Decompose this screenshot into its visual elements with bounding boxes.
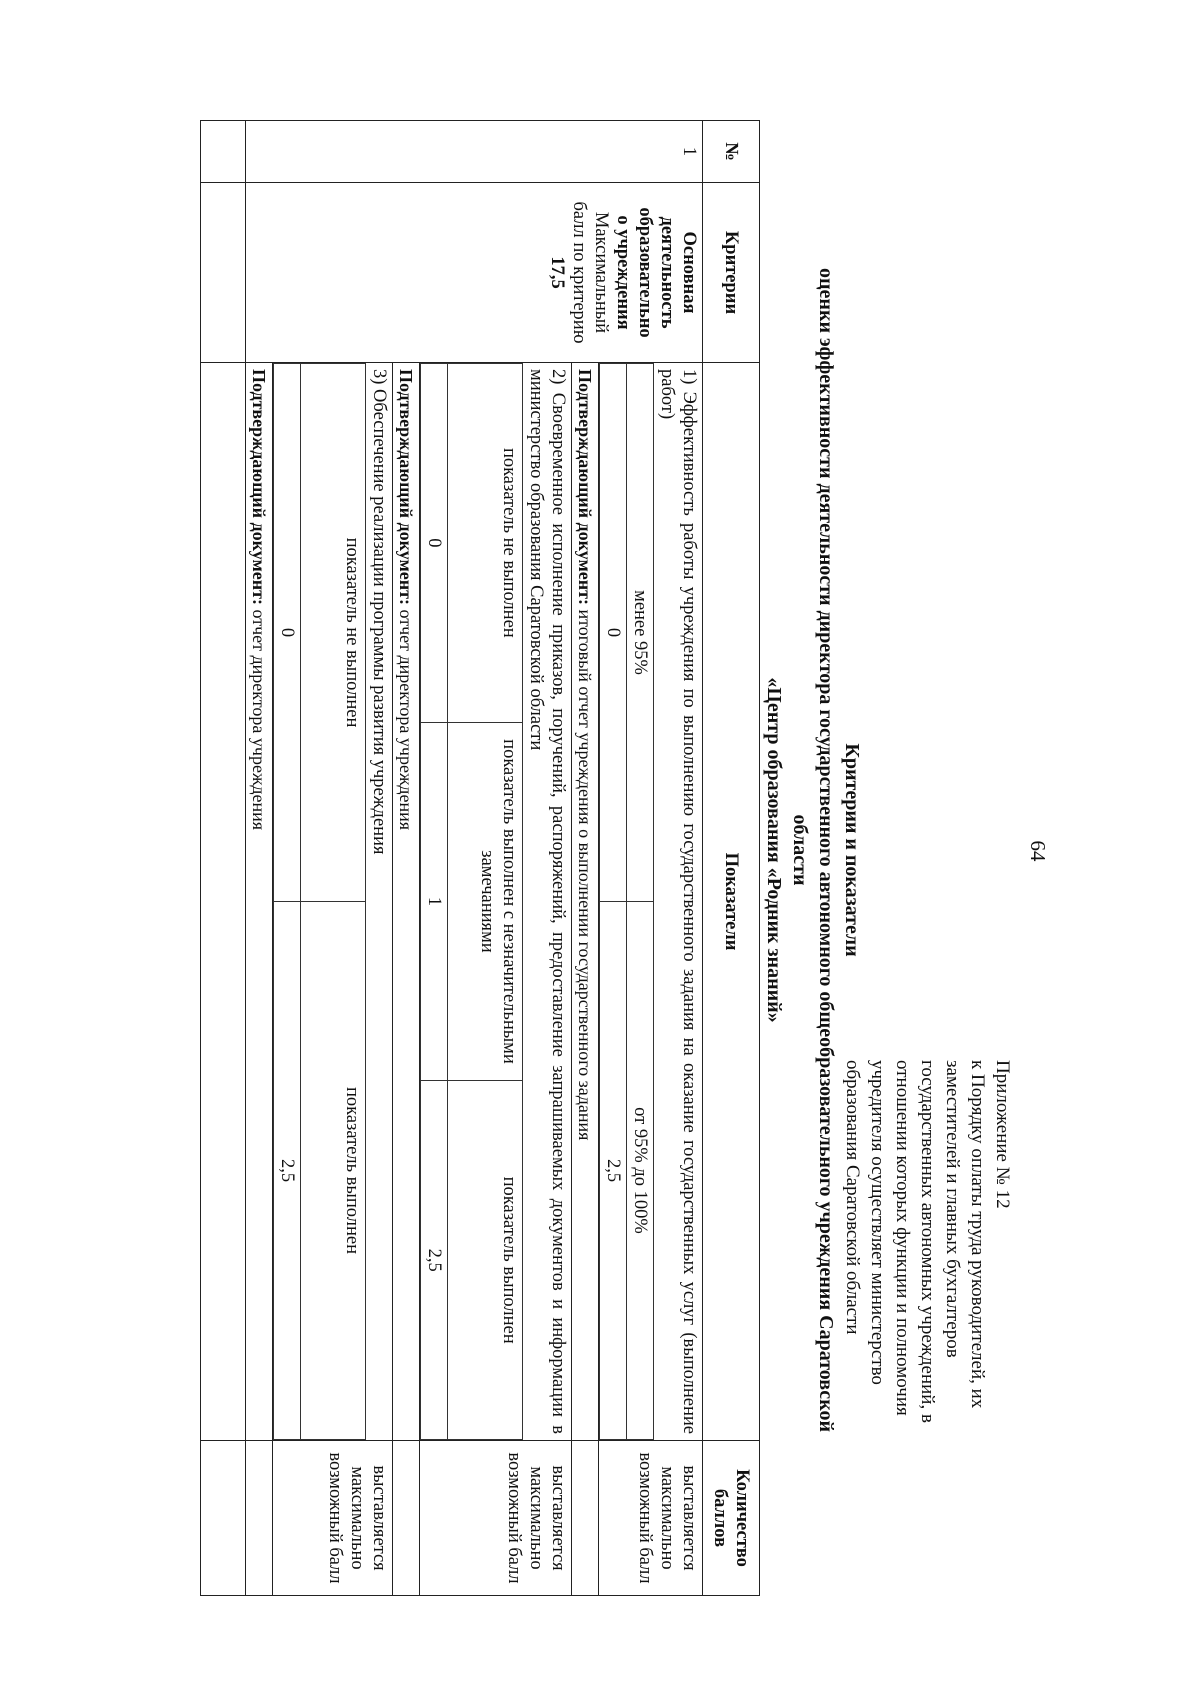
criteria-title-line: деятельность bbox=[657, 216, 677, 329]
option-points: 1 bbox=[421, 722, 448, 1081]
option-label: от 95% до 100% bbox=[627, 902, 654, 1440]
empty-score-cell bbox=[246, 1441, 273, 1596]
appendix-line: государственных автономных учреждений, в bbox=[917, 1060, 938, 1423]
score-cell: выставляется максимально возможный балл bbox=[420, 1441, 572, 1596]
criteria-max-value: 17,5 bbox=[547, 256, 567, 289]
criteria-title-line: образовательно bbox=[635, 207, 655, 338]
option-label: показатель выполнен bbox=[301, 902, 366, 1440]
header-criteria: Критерии bbox=[703, 183, 760, 363]
title-line: Критерии и показатели bbox=[841, 743, 863, 957]
title-line: «Центр образования «Родник знаний» bbox=[763, 677, 785, 1023]
criteria-title-line: о учреждения bbox=[613, 215, 633, 330]
criteria-cell bbox=[246, 183, 703, 363]
appendix-note bbox=[840, 1060, 1015, 1580]
appendix-line: отношении которых функции и полномочия bbox=[892, 1060, 913, 1416]
page-number: 64 bbox=[1026, 840, 1050, 862]
document-text: отчет директора учреждения bbox=[249, 604, 269, 831]
option-points: 2,5 bbox=[421, 1081, 448, 1440]
criteria-max-label: балл по критерию bbox=[569, 201, 589, 344]
option-points: 2,5 bbox=[274, 902, 301, 1440]
options-table bbox=[599, 363, 654, 1440]
table-row bbox=[599, 121, 703, 1596]
supporting-document bbox=[393, 363, 420, 1441]
row-number: 1 bbox=[246, 121, 703, 183]
document-label: Подтверждающий документ: bbox=[396, 369, 416, 605]
appendix-line: образования Саратовской области bbox=[842, 1060, 863, 1335]
score-cell: выставляется максимально возможный балл bbox=[273, 1441, 393, 1596]
option-points: 2,5 bbox=[600, 902, 627, 1440]
header-indicators: Показатели bbox=[703, 363, 760, 1441]
supporting-document bbox=[572, 363, 599, 1441]
header-num: № bbox=[703, 121, 760, 183]
empty-cell bbox=[201, 121, 246, 183]
option-label: показатель не выполнен bbox=[301, 364, 366, 902]
title-line: области bbox=[789, 814, 811, 886]
empty-cell bbox=[201, 363, 246, 1441]
criteria-title-line: Основная bbox=[679, 231, 699, 314]
indicator-text: 2) Своевременное исполнение приказов, поручений, распоряжений, предоставление запрашиваемых документов и информации в министерство образования Саратовской области bbox=[526, 369, 568, 1434]
header-score: Количество баллов bbox=[703, 1441, 760, 1596]
option-label: показатель не выполнен bbox=[448, 364, 523, 723]
empty-cell bbox=[201, 1441, 246, 1596]
title-line: оценки эффективности деятельности директора государственного автономного общеобразовательного учреждения Саратовской bbox=[815, 268, 837, 1432]
indicator-text: 3) Обеспечение реализации программы развития учреждения bbox=[369, 369, 389, 855]
empty-score-cell bbox=[393, 1441, 420, 1596]
document-text: отчет директора учреждения bbox=[396, 604, 416, 831]
indicator-text: 1) Эффективность работы учреждения по выполнению государственного задания на оказание государственных услуг (выполнение работ) bbox=[657, 369, 699, 1434]
supporting-document bbox=[246, 363, 273, 1441]
options-table bbox=[273, 363, 366, 1440]
document-text: итоговый отчет учреждения о выполнении государственного задания bbox=[575, 604, 595, 1141]
empty-score-cell bbox=[572, 1441, 599, 1596]
indicator-cell bbox=[273, 363, 393, 1441]
options-table bbox=[420, 363, 523, 1440]
appendix-line: Приложение № 12 bbox=[992, 1060, 1013, 1209]
empty-cell bbox=[201, 183, 246, 363]
option-points: 0 bbox=[421, 364, 448, 723]
criteria-table bbox=[200, 120, 760, 1596]
option-points: 0 bbox=[600, 364, 627, 902]
option-points: 0 bbox=[274, 364, 301, 902]
option-label: показатель выполнен bbox=[448, 1081, 523, 1440]
table-row-empty bbox=[201, 121, 246, 1596]
score-cell: выставляется максимально возможный балл bbox=[599, 1441, 703, 1596]
indicator-cell bbox=[420, 363, 572, 1441]
document-title bbox=[761, 120, 865, 1580]
appendix-line: учредителя осуществляет министерство bbox=[867, 1060, 888, 1385]
indicator-cell bbox=[599, 363, 703, 1441]
option-label: показатель выполнен с незначительными замечаниями bbox=[448, 722, 523, 1081]
document-label: Подтверждающий документ: bbox=[249, 369, 269, 605]
criteria-max-label: Максимальный bbox=[591, 211, 611, 334]
appendix-line: заместителей и главных бухгалтеров bbox=[942, 1060, 963, 1358]
appendix-line: к Порядку оплаты труда руководителей, их bbox=[967, 1060, 988, 1409]
document-label: Подтверждающий документ: bbox=[575, 369, 595, 605]
header-row bbox=[703, 121, 760, 1596]
option-label: менее 95% bbox=[627, 364, 654, 902]
